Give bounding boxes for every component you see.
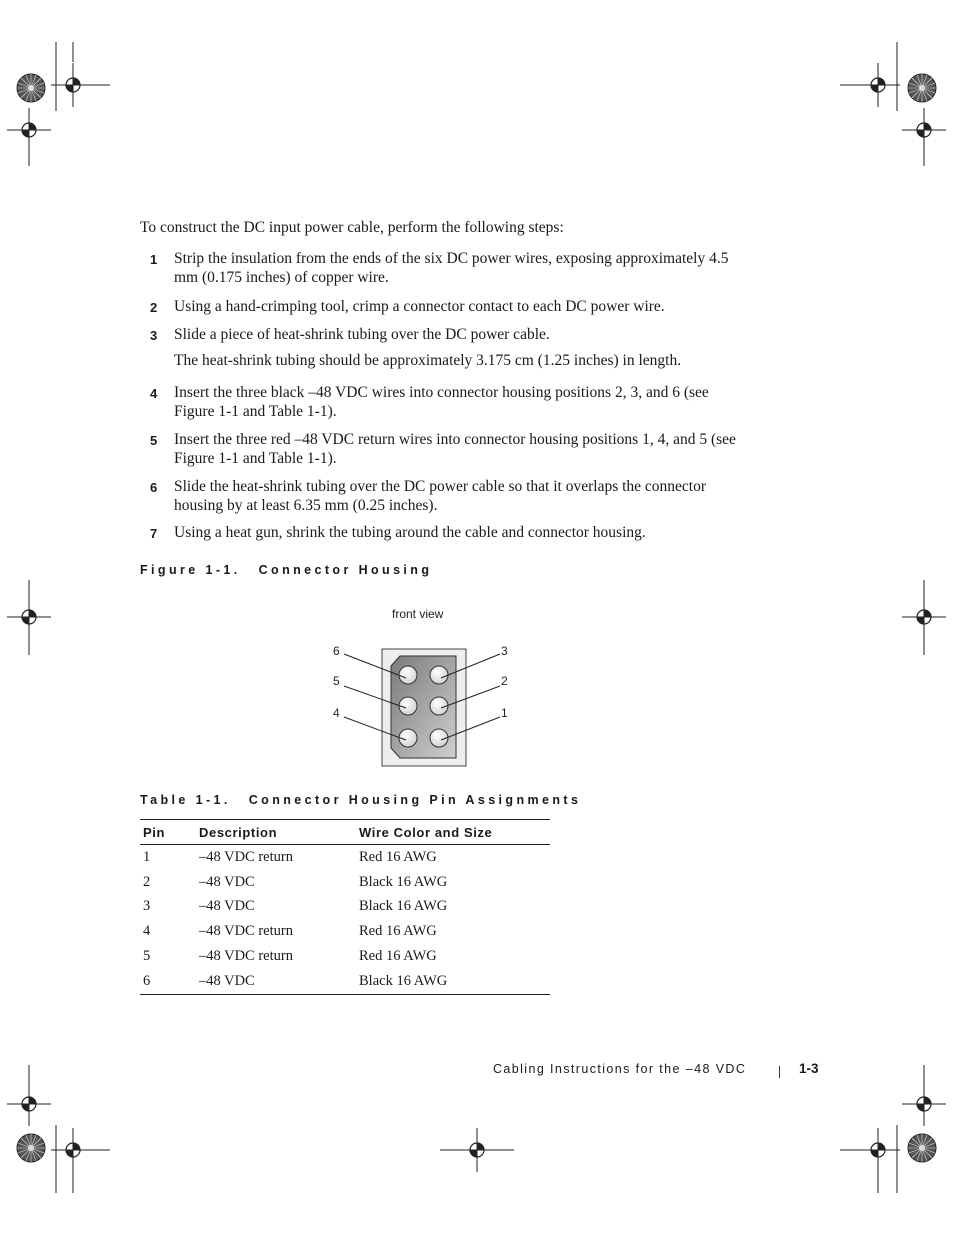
step-text: Strip the insulation from the ends of the six DC power wires, exposing approximately 4.5 mm (0.175 inches) of copper wire. [174,250,729,286]
pin-3 [430,666,448,684]
footer-divider [779,1066,780,1078]
table-row [140,870,550,895]
step-3 [140,325,740,344]
pin-label-6: 6 [333,644,340,658]
step-text: Using a heat gun, shrink the tubing around the cable and connector housing. [174,524,646,541]
cell-wire: Black 16 AWG [359,873,448,890]
step-3-note: The heat-shrink tubing should be approximately 3.175 cm (1.25 inches) in length. [174,352,682,369]
figure-title: Connector Housing [258,563,433,577]
cell-wire: Black 16 AWG [359,898,448,915]
table-row [140,895,550,920]
step-2 [140,297,740,316]
step-number: 1 [150,252,158,267]
cell-pin: 1 [143,848,151,865]
step-number: 6 [150,480,158,495]
table-row [140,944,550,969]
connector-housing-figure [320,600,540,780]
cell-wire: Black 16 AWG [359,969,550,994]
cell-wire: Red 16 AWG [359,923,437,940]
front-view-label: front view [392,607,444,621]
cell-description: –48 VDC return [199,948,293,965]
figure-caption [140,563,432,577]
cell-pin: 3 [143,898,151,915]
intro-text: To construct the DC input power cable, perform the following steps: [140,219,564,236]
pin-label-1: 1 [501,706,508,720]
step-text: Insert the three black –48 VDC wires into connector housing positions 2, 3, and 6 (see Figure 1-1 and Table 1-1). [174,384,709,420]
header-pin: Pin [140,820,199,845]
table-caption [140,793,581,807]
pin-label-3: 3 [501,644,508,658]
table-row [140,919,550,944]
step-1 [140,249,740,287]
step-5 [140,430,740,468]
pin-assignments-table [140,819,550,995]
pin-label-2: 2 [501,674,508,688]
step-number: 5 [150,433,158,448]
step-number: 3 [150,328,158,343]
table-row [140,845,550,870]
step-6 [140,477,740,515]
step-4 [140,383,740,421]
cell-description: –48 VDC [199,873,255,890]
pin-label-5: 5 [333,674,340,688]
step-number: 2 [150,300,158,315]
pin-label-4: 4 [333,706,340,720]
header-description: Description [199,820,359,845]
step-text: Slide the heat-shrink tubing over the DC power cable so that it overlaps the connector housing by at least 6.35 mm (0.25 inches). [174,478,707,514]
step-text: Using a hand-crimping tool, crimp a connector contact to each DC power wire. [174,298,665,315]
cell-wire: Red 16 AWG [359,948,437,965]
cell-pin: 4 [143,923,151,940]
table-row [140,969,550,994]
cell-pin: 2 [143,873,151,890]
header-wire-color: Wire Color and Size [359,820,550,845]
cell-description: –48 VDC return [199,848,293,865]
table-label: Table 1-1. [140,793,231,807]
cell-wire: Red 16 AWG [359,848,437,865]
cell-pin: 5 [143,948,151,965]
figure-label: Figure 1-1. [140,563,241,577]
cell-description: –48 VDC return [199,923,293,940]
step-number: 4 [150,386,158,401]
cell-description: –48 VDC [199,969,359,994]
page-number: 1-3 [799,1061,819,1076]
running-footer: Cabling Instructions for the –48 VDC [493,1062,747,1076]
cell-pin: 6 [140,969,199,994]
step-text: Insert the three red –48 VDC return wires into connector housing positions 1, 4, and 5 (see Figure 1-1 and Table 1-1). [174,431,736,467]
cell-description: –48 VDC [199,898,255,915]
table-title: Connector Housing Pin Assignments [248,793,582,807]
step-7 [140,523,740,542]
step-number: 7 [150,526,158,541]
pin-6 [399,666,417,684]
step-text: Slide a piece of heat-shrink tubing over the DC power cable. [174,326,550,343]
table-header-row [140,820,550,845]
